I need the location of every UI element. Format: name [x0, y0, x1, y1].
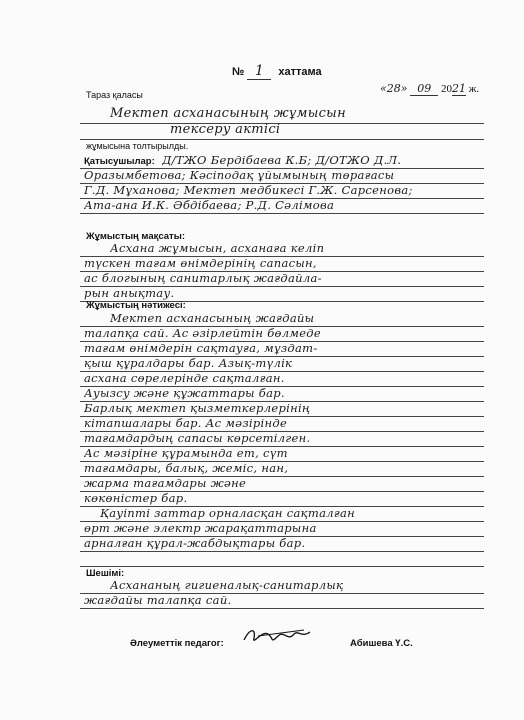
result-line-4: қыш құралдары бар. Азық-түлік — [84, 356, 293, 370]
subject-line-1: Мектеп асханасының жұмысын — [110, 107, 346, 121]
date-suffix: ж. — [468, 83, 480, 95]
subject-rule-2 — [80, 139, 484, 140]
result-line-11: тағамдары, балық, жеміс, нан, — [84, 461, 289, 475]
result-line-7: Барлық мектеп қызметкерлерінің — [84, 401, 311, 415]
result-line-12: жарма тағамдары және — [84, 476, 247, 490]
participants-rule-4 — [80, 213, 484, 214]
date-month: 09 — [410, 82, 438, 96]
purpose-line-3: ас блогының санитарлық жағдайла- — [84, 271, 322, 285]
protocol-number-label: № — [232, 66, 245, 78]
decision-line-2: жағдайы талапқа сай. — [84, 593, 232, 607]
result-line-5: асхана сөрелерінде сақталған. — [84, 371, 285, 385]
participants-line-2: Оразымбетова; Кәсіподақ ұйымының төрағасы — [84, 168, 395, 182]
participants-label: Қатысушылар: — [84, 156, 155, 167]
purpose-label: Жұмыстың мақсаты: — [86, 231, 185, 242]
result-line-13: көкөністер бар. — [84, 491, 188, 505]
protocol-title: хаттама — [278, 66, 322, 78]
result-line-6: Ауызсу және құжаттары бар. — [84, 386, 285, 400]
decision-line-1: Асхананың гигиеналық-санитарлық — [110, 578, 344, 592]
result-line-9: тағамдардың сапасы көрсетілген. — [84, 431, 311, 445]
date-year: 21 — [451, 82, 466, 95]
signature-name: Абишева Ү.С. — [350, 638, 413, 649]
result-rule-17 — [80, 566, 484, 567]
date-day: «28» — [380, 82, 408, 95]
result-line-10: Ас мәзіріне құрамында ет, сүт — [84, 446, 288, 460]
subject-line-2: тексеру актісі — [170, 123, 281, 137]
decision-rule-2 — [80, 608, 484, 609]
purpose-line-1: Асхана жұмысын, асханаға келіп — [110, 241, 325, 255]
date-year-prefix: 20 — [440, 83, 452, 95]
protocol-header — [232, 63, 322, 80]
result-line-1: Мектеп асханасының жағдайы — [110, 311, 315, 325]
participants-line-4: Ата-ана И.К. Әбдібаева; Р.Д. Сәлімова — [84, 198, 335, 212]
protocol-number: 1 — [247, 63, 271, 80]
result-line-3: тағам өнімдерін сақтауға, мұздат- — [84, 341, 318, 355]
result-line-15: өрт және электр жарақаттарына — [84, 521, 317, 535]
result-line-14: Қауіпті заттар орналасқан сақталған — [100, 506, 356, 520]
result-line-8: кітапшалары бар. Ас мәзірінде — [84, 416, 288, 430]
purpose-line-2: түскен тағам өнімдерінің сапасын, — [84, 256, 317, 270]
date-field — [380, 82, 479, 96]
signature-mark — [240, 624, 318, 653]
participants-line-1: Д/ТЖО Бердібаева К.Б; Д/ОТЖО Д.Л. — [162, 153, 402, 167]
subject-caption: жұмысына толтырылды. — [86, 141, 189, 151]
participants-line-3: Г.Д. Мұханова; Мектеп медбикесі Г.Ж. Сарсенова; — [84, 183, 413, 197]
result-rule-16 — [80, 551, 484, 552]
result-line-16: арналған құрал-жабдықтары бар. — [84, 536, 306, 550]
purpose-line-4: рын анықтау. — [84, 286, 175, 300]
signature-role: Әлеуметтік педагог: — [130, 638, 224, 649]
result-line-2: талапқа сай. Ас әзірлейтін бөлмеде — [84, 326, 321, 340]
decision-label: Шешімі: — [86, 568, 125, 579]
result-label: Жұмыстың нәтижесі: — [86, 300, 186, 311]
city-label: Тараз қаласы — [86, 90, 143, 100]
